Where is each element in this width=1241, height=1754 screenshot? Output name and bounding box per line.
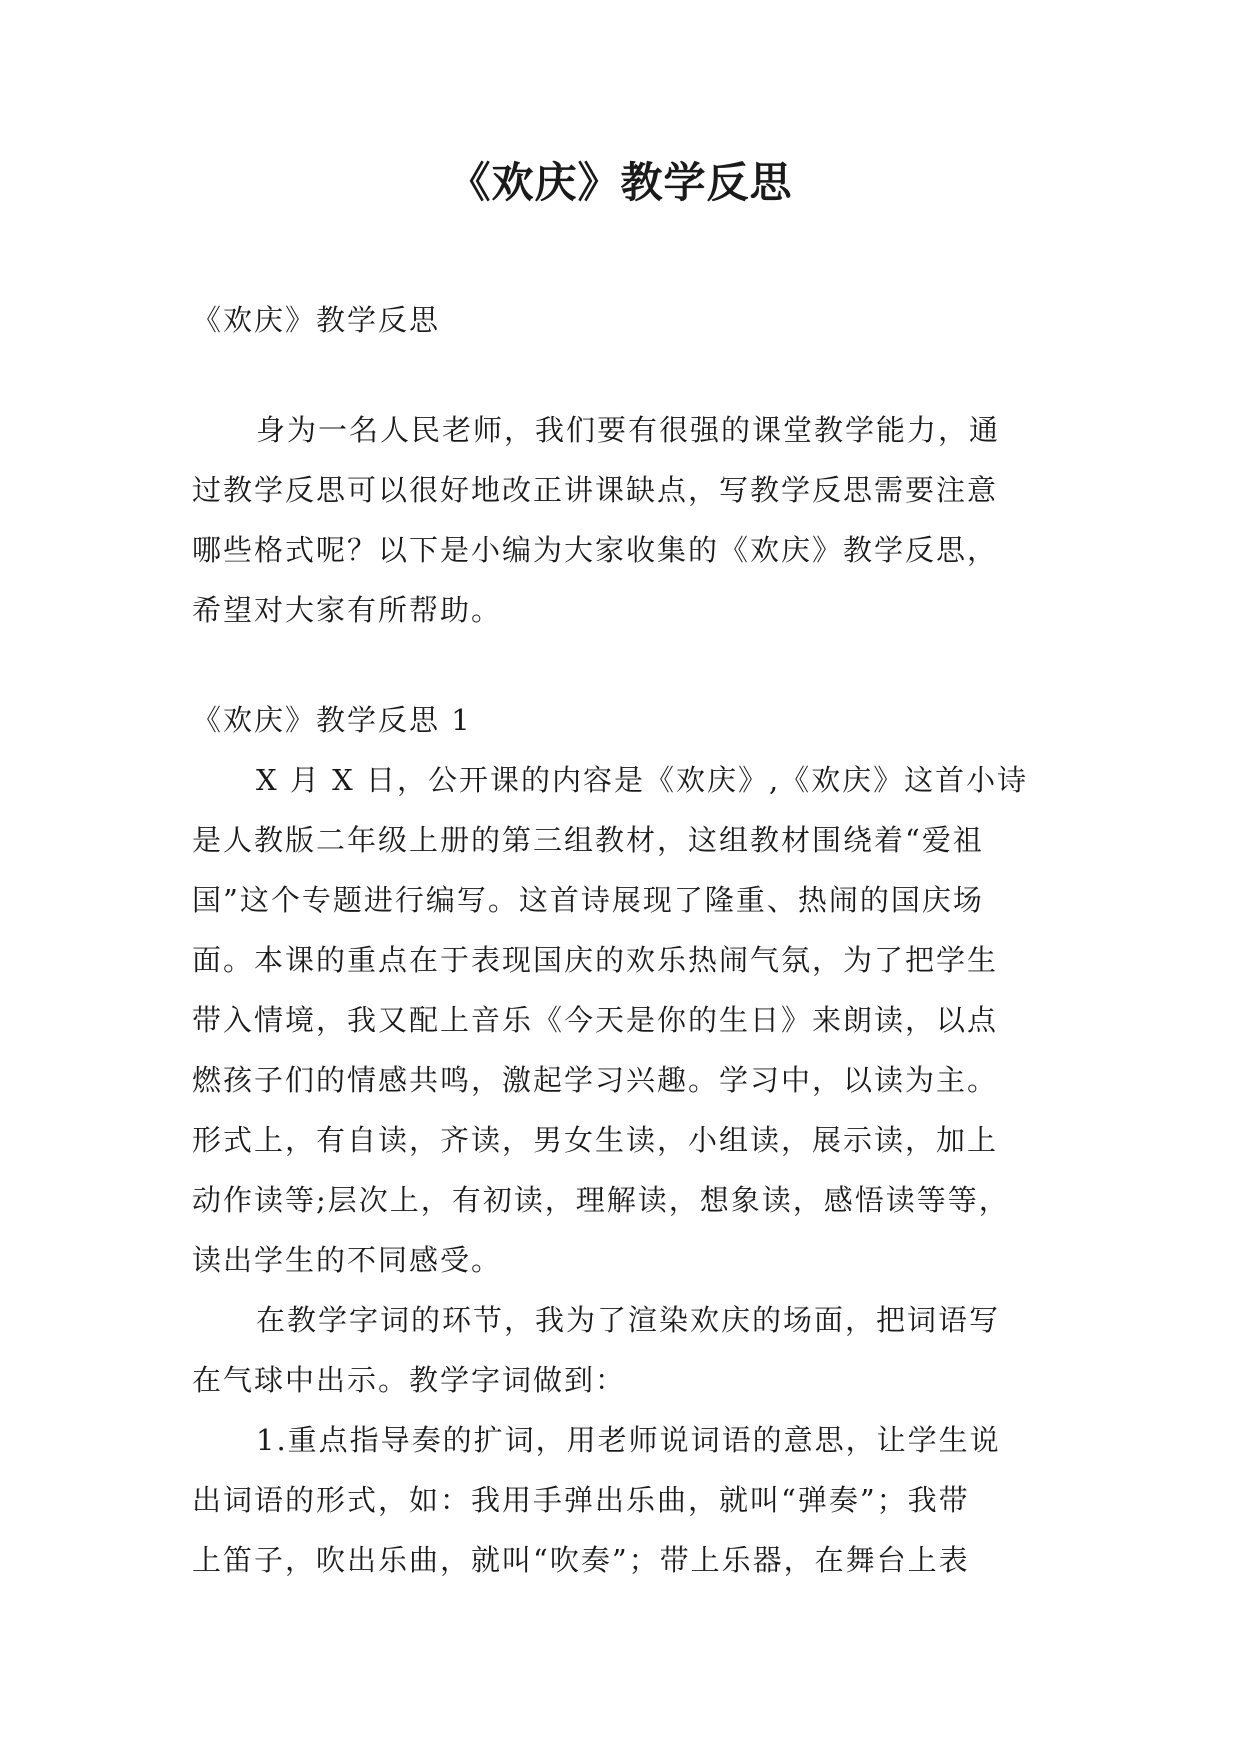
paragraph-1 — [192, 750, 1050, 1290]
paragraph-line: 1.重点指导奏的扩词，用老师说词语的意思，让学生说 — [256, 1423, 1001, 1457]
section-heading: 《欢庆》教学反思 1 — [192, 703, 472, 737]
paragraph-line: 带入情境，我又配上音乐《今天是你的生日》来朗读，以点 — [192, 1003, 999, 1037]
paragraph-line: 在气球中出示。教学字词做到： — [192, 1363, 627, 1397]
document-body — [192, 290, 1050, 1590]
paragraph-3 — [192, 1410, 1050, 1590]
paragraph-2 — [192, 1290, 1050, 1410]
paragraph-line: 国”这个专题进行编写。这首诗展现了隆重、热闹的国庆场 — [192, 883, 984, 917]
paragraph-line: 形式上，有自读，齐读，男女生读，小组读，展示读，加上 — [192, 1123, 999, 1157]
paragraph-line: 上笛子，吹出乐曲，就叫“吹奏”；带上乐器，在舞台上表 — [192, 1543, 970, 1577]
intro-line: 过教学反思可以很好地改正讲课缺点，写教学反思需要注意 — [192, 473, 999, 507]
intro-line: 希望对大家有所帮助。 — [192, 593, 503, 627]
paragraph-line: 在教学字词的环节，我为了渲染欢庆的场面，把词语写 — [256, 1303, 1001, 1337]
paragraph-line: 动作读等;层次上，有初读，理解读，想象读，感悟读等等， — [192, 1183, 1010, 1217]
intro-line: 哪些格式呢？以下是小编为大家收集的《欢庆》教学反思， — [192, 533, 999, 567]
paragraph-line: 面。本课的重点在于表现国庆的欢乐热闹气氛，为了把学生 — [192, 943, 999, 977]
paragraph-line: 是人教版二年级上册的第三组教材，这组教材围绕着“爱祖 — [192, 823, 984, 857]
paragraph-line: 燃孩子们的情感共鸣，激起学习兴趣。学习中，以读为主。 — [192, 1063, 999, 1097]
intro-paragraph — [192, 400, 1050, 640]
intro-line: 身为一名人民老师，我们要有很强的课堂教学能力，通 — [256, 413, 1001, 447]
document-title: 《欢庆》教学反思 — [448, 158, 793, 207]
subtitle: 《欢庆》教学反思 — [192, 303, 441, 337]
paragraph-line: 读出学生的不同感受。 — [192, 1243, 503, 1277]
paragraph-line: 出词语的形式，如：我用手弹出乐曲，就叫“弹奏”；我带 — [192, 1483, 970, 1517]
paragraph-line: X 月 X 日，公开课的内容是《欢庆》,《欢庆》这首小诗 — [256, 763, 1029, 797]
